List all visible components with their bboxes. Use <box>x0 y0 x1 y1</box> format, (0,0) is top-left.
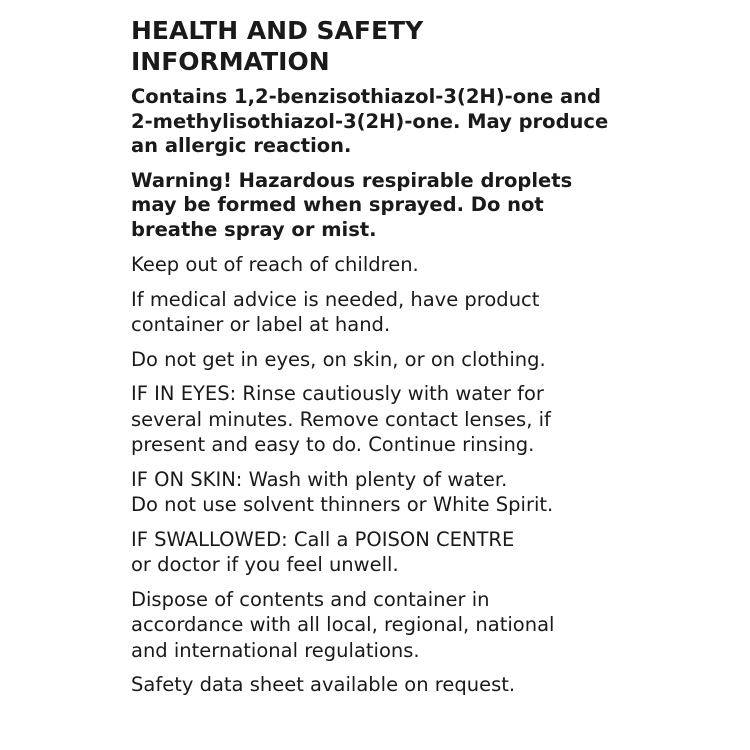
disposal-statement <box>131 587 731 664</box>
allergen-line: Contains 1,2-benzisothiazol-3(2H)-one and <box>131 85 602 108</box>
contact-statement <box>131 347 731 373</box>
sds-statement <box>131 672 731 698</box>
skin-statement <box>131 467 731 518</box>
statement-line: present and easy to do. Continue rinsing. <box>131 433 535 456</box>
allergen-line: an allergic reaction. <box>131 134 352 157</box>
warning-line: breathe spray or mist. <box>131 217 377 241</box>
heading-line: HEALTH AND SAFETY <box>131 16 424 45</box>
statement-line: and international regulations. <box>131 638 420 662</box>
heading-line: INFORMATION <box>131 47 330 76</box>
statement-line: Dispose of contents and container in <box>131 587 490 611</box>
statement-line: If medical advice is needed, have product <box>131 287 540 311</box>
statement-line: IF IN EYES: Rinse cautiously with water for <box>131 382 544 405</box>
statement-line: Do not use solvent thinners or White Spirit. <box>131 493 554 516</box>
statement-line: accordance with all local, regional, national <box>131 613 555 636</box>
statement-line: Do not get in eyes, on skin, or on clothing. <box>131 347 546 371</box>
allergen-statement <box>131 85 731 159</box>
swallowed-statement <box>131 527 731 578</box>
children-statement <box>131 252 731 278</box>
statement-line: several minutes. Remove contact lenses, if <box>131 407 551 431</box>
statement-line: or doctor if you feel unwell. <box>131 553 399 576</box>
warning-line: may be formed when sprayed. Do not <box>131 193 544 216</box>
eyes-statement <box>131 381 731 458</box>
statement-line: container or label at hand. <box>131 313 391 336</box>
label-heading <box>131 15 731 77</box>
statement-line: Keep out of reach of children. <box>131 253 419 276</box>
safety-label <box>131 15 731 707</box>
spray-warning <box>131 169 731 243</box>
allergen-line: 2-methylisothiazol-3(2H)-one. May produce <box>131 109 609 133</box>
medical-advice-statement <box>131 287 731 338</box>
warning-line: Warning! Hazardous respirable droplets <box>131 168 573 192</box>
statement-line: IF ON SKIN: Wash with plenty of water. <box>131 467 508 491</box>
statement-line: Safety data sheet available on request. <box>131 673 516 696</box>
statement-line: IF SWALLOWED: Call a POISON CENTRE <box>131 527 515 551</box>
